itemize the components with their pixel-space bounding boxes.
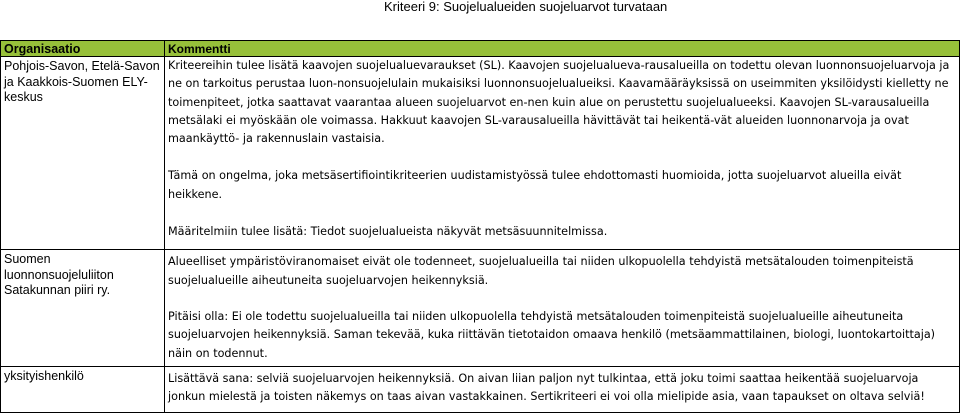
- comment-paragraph: Alueelliset ympäristöviranomaiset eivät ole todenneet, suojelualueilla tai niiden ulkopuolella tehdyistä metsätalouden toimenpiteistä suojelualueille aiheutuneita suojeluarvojen heikennyksiä.: [168, 255, 914, 287]
- organisation-cell: Pohjois-Savon, Etelä-Savon ja Kaakkois-Suomen ELY-keskus: [1, 57, 165, 250]
- comment-paragraph: Lisättävä sana: selviä suojeluarvojen heikennyksiä. On aivan liian paljon nyt tulkintaa, että joku toimi saattaa heikentää suojeluarvoja jonkun mielestä ja toisten näkemys on taas aivan vastakkainen. Sertikriteeri ei voi olla mielipide asia, vaan tapaukset on oltava selviä!: [168, 371, 925, 404]
- table-row: [1, 57, 960, 250]
- table-header-row: [1, 41, 960, 57]
- organisation-cell: yksityishenkilö: [1, 366, 165, 413]
- comment-column-header: Kommentti: [165, 41, 960, 57]
- page-title: [0, 0, 960, 22]
- comment-paragraph: Kriteereihin tulee lisätä kaavojen suojelualuevaraukset (SL). Kaavojen suojelualueva-rausalueilla on todettu olevan luonnonsuojeluarvoja ja ne on tarkoitus perustaa luon-nonsuojelulain mukaisiksi luonnonsuojelualueiksi. Kaavamääräyksissä on useimmiten yksilöidysti kielletty ne toimenpiteet, jotka saattavat vaarantaa alueen suojeluarvot en-nen kuin alue on perustettu suojelualueeksi. Kaavojen SL-varausalueilla metsälaki ei myöskään ole voimassa. Hakkuut kaavojen SL-varausalueilla hävittävät tai heikentä-vät alueiden luonnonarvoja ja ovat maankäyttö- ja rakennuslain vastaisia.: [168, 59, 950, 146]
- comment-cell: [165, 250, 960, 366]
- table-row: [1, 250, 960, 366]
- comment-cell: [165, 57, 960, 250]
- comment-paragraph: Tämä on ongelma, joka metsäsertifiointikriteerien uudistamistyössä tulee ehdottomasti huomioida, jotta suojeluarvot alueilla eivät heikkene.: [168, 169, 902, 201]
- page-title-text: Kriteeri 9: Suojelualueiden suojeluarvot turvataan: [384, 0, 668, 14]
- organisation-cell: Suomen luonnonsuojeluliiton Satakunnan piiri ry.: [1, 250, 165, 366]
- organisation-column-header: Organisaatio: [1, 41, 165, 57]
- comment-cell: [165, 366, 960, 413]
- table-row: [1, 366, 960, 413]
- comments-table: [0, 40, 960, 413]
- comment-paragraph: Määritelmiin tulee lisätä: Tiedot suojelualueista näkyvät metsäsuunnitelmissa.: [168, 225, 608, 239]
- comment-paragraph: Pitäisi olla: Ei ole todettu suojelualueilla tai niiden ulkopuolella tehdyistä metsätalouden toimenpiteistä suojelualueille aiheutuneita suojeluarvojen heikennyksiä. Saman tekevää, kuka riittävän tietotaidon omaava henkilö (metsäammattilainen, biologi, luontokartoittaja) näin on todennut.: [168, 309, 936, 360]
